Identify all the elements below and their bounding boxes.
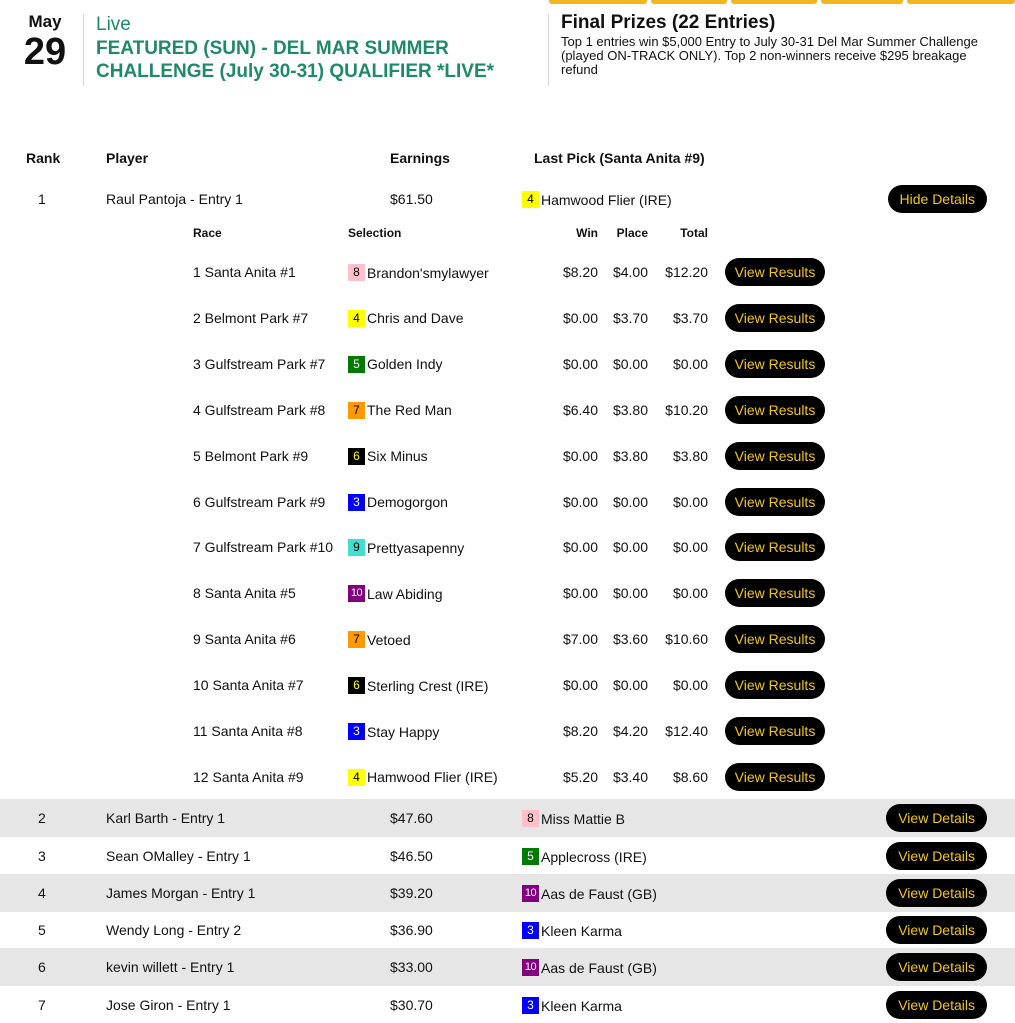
view-results-button[interactable]: View Results bbox=[725, 717, 825, 745]
selection bbox=[348, 356, 443, 373]
prizes-title: Final Prizes (22 Entries) bbox=[561, 12, 776, 33]
player-name: kevin willett - Entry 1 bbox=[106, 959, 235, 975]
horse-name: Law Abiding bbox=[367, 585, 443, 602]
view-details-button[interactable]: View Details bbox=[886, 991, 987, 1019]
race-result-row bbox=[0, 258, 1015, 286]
last-pick bbox=[522, 848, 647, 865]
win-value: $8.20 bbox=[562, 264, 598, 280]
selection bbox=[348, 402, 452, 419]
selection bbox=[348, 631, 411, 648]
rank-value: 4 bbox=[38, 885, 46, 901]
selection bbox=[348, 677, 488, 694]
win-value: $0.00 bbox=[562, 447, 598, 464]
rank-value: 5 bbox=[38, 922, 46, 938]
last-pick bbox=[522, 191, 672, 208]
program-number-badge: 8 bbox=[522, 810, 539, 827]
view-results-button[interactable]: View Results bbox=[725, 533, 825, 561]
race-result-row bbox=[0, 671, 1015, 699]
program-number-badge: 10 bbox=[348, 585, 365, 602]
race-name: 10 Santa Anita #7 bbox=[193, 677, 304, 694]
program-number-badge: 7 bbox=[348, 402, 365, 419]
last-pick bbox=[522, 885, 657, 902]
race-name: 5 Belmont Park #9 bbox=[193, 447, 309, 464]
race-name: 3 Gulfstream Park #7 bbox=[193, 355, 326, 372]
last-pick bbox=[522, 997, 622, 1014]
total-value: $0.00 bbox=[672, 355, 708, 372]
win-value: $5.20 bbox=[562, 768, 598, 785]
total-value: $0.00 bbox=[672, 539, 708, 556]
total-value: $10.20 bbox=[665, 401, 708, 418]
earnings-value: $39.20 bbox=[390, 885, 433, 901]
race-result-row bbox=[0, 350, 1015, 378]
total-value: $12.20 bbox=[665, 264, 708, 280]
horse-name: Six Minus bbox=[367, 448, 428, 465]
top-tab[interactable] bbox=[549, 0, 647, 4]
horse-name: Kleen Karma bbox=[541, 922, 622, 939]
date-month: May bbox=[28, 12, 62, 31]
divider bbox=[83, 14, 84, 86]
horse-name: Miss Mattie B bbox=[541, 810, 626, 827]
last-pick bbox=[522, 810, 625, 827]
race-result-row bbox=[0, 488, 1015, 516]
win-value: $0.00 bbox=[562, 355, 598, 372]
race-name: 6 Gulfstream Park #9 bbox=[193, 493, 326, 510]
total-value: $8.60 bbox=[672, 768, 708, 785]
win-header: Win bbox=[576, 226, 598, 240]
total-value: $0.00 bbox=[672, 585, 708, 602]
view-details-button[interactable]: View Details bbox=[886, 879, 987, 907]
place-value: $0.00 bbox=[612, 677, 648, 694]
selection bbox=[348, 585, 443, 602]
player-name: Karl Barth - Entry 1 bbox=[106, 810, 226, 826]
view-results-button[interactable]: View Results bbox=[725, 488, 825, 516]
race-name: 1 Santa Anita #1 bbox=[193, 264, 296, 280]
place-value: $3.80 bbox=[612, 447, 648, 464]
race-result-row bbox=[0, 625, 1015, 653]
prizes-description: Top 1 entries win $5,000 Entry to July 30-31 Del Mar Summer Challenge (played ON-TRACK ONLY). Top 2 non-winners receive $295 breakage refund bbox=[561, 34, 978, 77]
race-result-row bbox=[0, 579, 1015, 607]
program-number-badge: 4 bbox=[522, 191, 539, 208]
program-number-badge: 6 bbox=[348, 448, 365, 465]
horse-name: Demogorgon bbox=[367, 494, 448, 510]
view-details-button[interactable]: View Details bbox=[886, 804, 987, 832]
view-details-button[interactable]: View Details bbox=[886, 953, 987, 981]
horse-name: Chris and Dave bbox=[367, 310, 464, 327]
place-value: $3.40 bbox=[612, 768, 648, 785]
selection bbox=[348, 448, 428, 465]
earnings-value: $33.00 bbox=[390, 959, 433, 975]
horse-name: Aas de Faust (GB) bbox=[541, 885, 657, 902]
place-value: $4.00 bbox=[612, 264, 648, 280]
place-value: $0.00 bbox=[612, 493, 648, 510]
view-results-button[interactable]: View Results bbox=[725, 625, 825, 653]
program-number-badge: 3 bbox=[522, 922, 539, 939]
total-value: $0.00 bbox=[672, 493, 708, 510]
top-tab[interactable] bbox=[907, 0, 1015, 4]
win-value: $0.00 bbox=[562, 493, 598, 510]
total-value: $10.60 bbox=[665, 631, 708, 648]
horse-name: Brandon'smylawyer bbox=[367, 264, 489, 281]
race-result-row bbox=[0, 717, 1015, 745]
program-number-badge: 3 bbox=[522, 997, 539, 1014]
selection bbox=[348, 769, 498, 786]
earnings-value: $36.90 bbox=[390, 922, 433, 938]
win-value: $0.00 bbox=[562, 539, 598, 556]
leaderboard-header bbox=[0, 150, 1015, 170]
place-value: $3.70 bbox=[612, 309, 648, 326]
selection bbox=[348, 264, 489, 281]
top-tab[interactable] bbox=[731, 0, 817, 4]
program-number-badge: 10 bbox=[522, 885, 539, 902]
view-results-button[interactable]: View Results bbox=[725, 396, 825, 424]
race-header: Race bbox=[193, 226, 222, 240]
rank-value: 3 bbox=[38, 848, 46, 864]
place-value: $0.00 bbox=[612, 539, 648, 556]
selection bbox=[348, 723, 439, 740]
contest-status: Live bbox=[96, 14, 131, 35]
horse-name: Vetoed bbox=[367, 631, 411, 648]
selection bbox=[348, 494, 448, 511]
total-header: Total bbox=[680, 226, 708, 240]
last-pick bbox=[522, 922, 622, 939]
total-value: $0.00 bbox=[672, 677, 708, 694]
race-name: 8 Santa Anita #5 bbox=[193, 585, 296, 602]
horse-name: Applecross (IRE) bbox=[541, 848, 647, 865]
contest-date bbox=[18, 12, 72, 72]
earnings-value: $47.60 bbox=[390, 810, 433, 826]
top-tab-strip bbox=[549, 0, 1015, 4]
win-value: $6.40 bbox=[562, 401, 598, 418]
selection bbox=[348, 310, 464, 327]
view-results-button[interactable]: View Results bbox=[725, 258, 825, 286]
divider bbox=[548, 14, 549, 86]
race-name: 12 Santa Anita #9 bbox=[193, 768, 304, 785]
leaderboard-row bbox=[0, 799, 1015, 837]
win-value: $0.00 bbox=[562, 309, 598, 326]
rank-header: Rank bbox=[26, 150, 61, 166]
race-result-row bbox=[0, 763, 1015, 791]
view-results-button[interactable]: View Results bbox=[725, 350, 825, 378]
win-value: $8.20 bbox=[562, 723, 598, 739]
program-number-badge: 5 bbox=[522, 848, 539, 865]
leaderboard-row bbox=[0, 986, 1015, 1023]
program-number-badge: 3 bbox=[348, 494, 365, 511]
hide-details-button[interactable]: Hide Details bbox=[888, 185, 987, 213]
program-number-badge: 4 bbox=[348, 310, 365, 327]
total-value: $12.40 bbox=[665, 723, 708, 739]
program-number-badge: 8 bbox=[348, 264, 365, 281]
place-value: $3.80 bbox=[612, 401, 648, 418]
earnings-value: $61.50 bbox=[390, 191, 433, 207]
horse-name: The Red Man bbox=[367, 402, 452, 419]
race-name: 7 Gulfstream Park #10 bbox=[193, 539, 334, 556]
player-header: Player bbox=[106, 150, 149, 166]
place-header: Place bbox=[616, 226, 648, 240]
program-number-badge: 4 bbox=[348, 769, 365, 786]
horse-name: Stay Happy bbox=[367, 723, 440, 740]
race-result-row bbox=[0, 304, 1015, 332]
leaderboard-row bbox=[0, 180, 1015, 218]
rank-value: 1 bbox=[38, 191, 46, 207]
view-results-button[interactable]: View Results bbox=[725, 671, 825, 699]
player-name: Jose Giron - Entry 1 bbox=[106, 997, 231, 1013]
player-name: James Morgan - Entry 1 bbox=[106, 885, 256, 901]
total-value: $3.70 bbox=[672, 309, 708, 326]
win-value: $0.00 bbox=[562, 585, 598, 602]
horse-name: Golden Indy bbox=[367, 356, 443, 373]
race-name: 4 Gulfstream Park #8 bbox=[193, 401, 326, 418]
rank-value: 2 bbox=[38, 810, 46, 826]
place-value: $4.20 bbox=[612, 723, 648, 739]
program-number-badge: 7 bbox=[348, 631, 365, 648]
earnings-value: $46.50 bbox=[390, 848, 433, 864]
leaderboard-row bbox=[0, 948, 1015, 986]
horse-name: Kleen Karma bbox=[541, 997, 622, 1014]
win-value: $0.00 bbox=[562, 677, 598, 694]
program-number-badge: 3 bbox=[348, 723, 365, 740]
program-number-badge: 5 bbox=[348, 356, 365, 373]
earnings-value: $30.70 bbox=[390, 997, 433, 1013]
horse-name: Aas de Faust (GB) bbox=[541, 959, 657, 976]
horse-name: Sterling Crest (IRE) bbox=[367, 677, 489, 694]
horse-name: Prettyasapenny bbox=[367, 539, 465, 556]
race-result-row bbox=[0, 442, 1015, 470]
date-day: 29 bbox=[23, 31, 67, 73]
program-number-badge: 10 bbox=[522, 959, 539, 976]
race-name: 2 Belmont Park #7 bbox=[193, 309, 309, 326]
contest-title: FEATURED (SUN) - DEL MAR SUMMER CHALLENGE (July 30-31) QUALIFIER *LIVE* bbox=[96, 38, 495, 82]
leaderboard-row bbox=[0, 911, 1015, 949]
selection bbox=[348, 539, 464, 556]
leaderboard-row bbox=[0, 837, 1015, 875]
player-name: Raul Pantoja - Entry 1 bbox=[106, 191, 243, 207]
horse-name: Hamwood Flier (IRE) bbox=[367, 769, 498, 786]
last-pick-header: Last Pick (Santa Anita #9) bbox=[534, 150, 705, 166]
program-number-badge: 6 bbox=[348, 677, 365, 694]
top-tab[interactable] bbox=[821, 0, 903, 4]
total-value: $3.80 bbox=[672, 447, 708, 464]
leaderboard-row bbox=[0, 874, 1015, 912]
view-results-button[interactable]: View Results bbox=[725, 763, 825, 791]
player-name: Wendy Long - Entry 2 bbox=[106, 922, 242, 938]
race-name: 9 Santa Anita #6 bbox=[193, 631, 296, 648]
view-results-button[interactable]: View Results bbox=[725, 579, 825, 607]
program-number-badge: 9 bbox=[348, 539, 365, 556]
race-result-row bbox=[0, 533, 1015, 561]
top-tab[interactable] bbox=[651, 0, 727, 4]
view-details-button[interactable]: View Details bbox=[886, 916, 987, 944]
last-pick bbox=[522, 959, 657, 976]
horse-name: Hamwood Flier (IRE) bbox=[541, 191, 672, 208]
earnings-header: Earnings bbox=[390, 150, 450, 166]
rank-value: 6 bbox=[38, 959, 46, 975]
win-value: $7.00 bbox=[562, 631, 598, 648]
place-value: $0.00 bbox=[612, 585, 648, 602]
race-result-row bbox=[0, 396, 1015, 424]
selection-header: Selection bbox=[348, 226, 402, 240]
view-details-button[interactable]: View Details bbox=[886, 842, 987, 870]
view-results-button[interactable]: View Results bbox=[725, 304, 825, 332]
player-name: Sean OMalley - Entry 1 bbox=[106, 848, 251, 864]
prizes-info bbox=[561, 12, 1001, 77]
race-name: 11 Santa Anita #8 bbox=[193, 723, 303, 739]
contest-info bbox=[96, 14, 541, 83]
place-value: $0.00 bbox=[612, 355, 648, 372]
view-results-button[interactable]: View Results bbox=[725, 442, 825, 470]
rank-value: 7 bbox=[38, 997, 46, 1013]
place-value: $3.60 bbox=[612, 631, 648, 648]
